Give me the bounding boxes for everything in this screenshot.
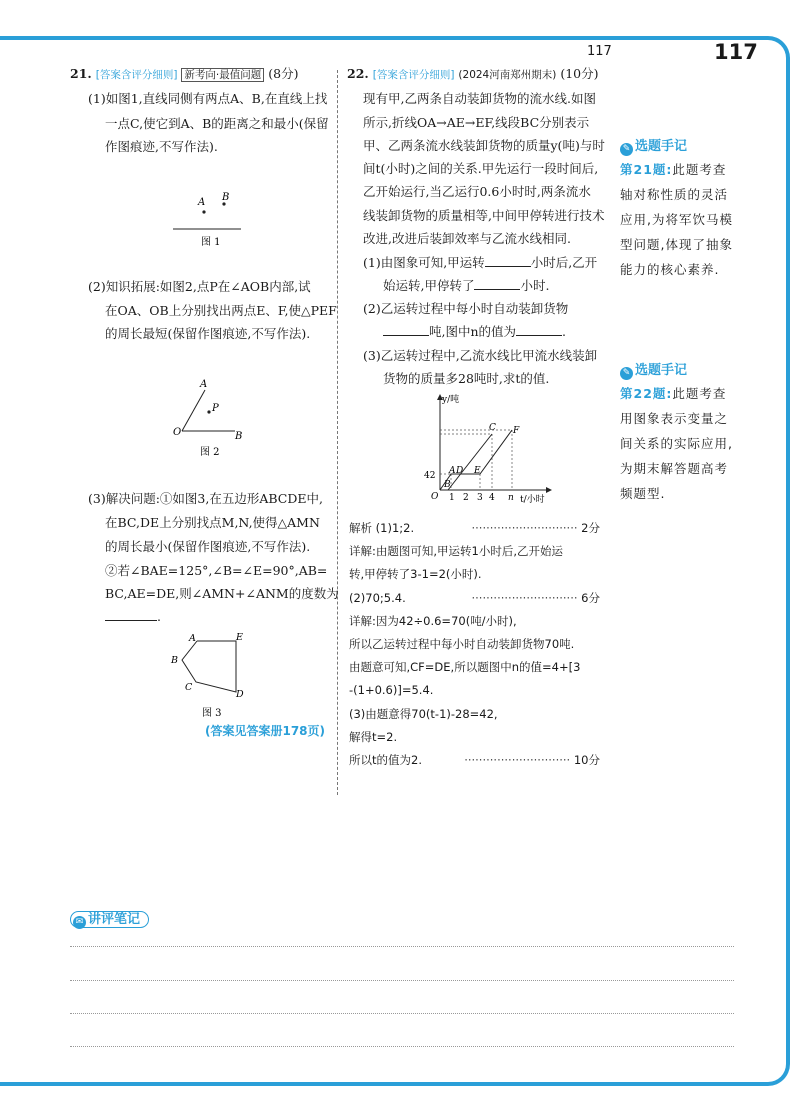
q21-number: 21. (70, 66, 92, 81)
tick-n: n (508, 493, 514, 503)
fig2-label-a: A (200, 379, 208, 390)
solution-score (440, 750, 600, 771)
q22-score: (10分) (560, 66, 599, 81)
q22-stem-line6: 线装卸货物的质量相等,中间甲停转进行技术 (363, 208, 605, 223)
q21-p1-line2: 一点C,使它到A、B的距离之和最小(保留 (105, 116, 329, 131)
note-body-2 (620, 381, 733, 506)
solution-text: 详解:因为42÷0.6=70(吨/小时), (349, 613, 517, 628)
fig3-label-a: A (189, 633, 196, 644)
note-body-1 (620, 157, 733, 282)
column-divider (337, 70, 338, 795)
fig2-label-b: B (235, 431, 243, 442)
fig1-label-a: A (198, 197, 206, 208)
note-heading-2 (620, 359, 687, 380)
figure-1 (165, 185, 255, 250)
review-icon: ✉ (73, 916, 86, 929)
note-heading-2-text: 选题手记 (635, 363, 688, 378)
note-2-line4: 为期末解答题高考 (620, 461, 729, 476)
solution-line (349, 680, 433, 701)
solution-text: (2)70;5.4. (349, 590, 406, 605)
solution-line (349, 634, 574, 655)
score-value: 6分 (581, 590, 600, 605)
solution-text: 所以乙运转过程中每小时自动装卸货物70吨. (349, 637, 575, 651)
fig3-label-d: D (236, 689, 244, 700)
q21-p2-line3: 的周长最短(保留作图痕迹,不写作法). (105, 326, 311, 341)
point-f: F (513, 426, 520, 436)
q22-sub1-c: 始运转,甲停转了 (383, 278, 475, 293)
score-leader: ····························· (471, 521, 582, 535)
note-1-line2: 轴对称性质的灵活 (620, 187, 729, 202)
note-1-label: 第21题: (620, 162, 673, 177)
q22-sub3-line1: (3)乙运转过程中,乙流水线比甲流水线装卸 (363, 348, 598, 363)
review-title: 讲评笔记 (88, 912, 141, 927)
q21-p3-line4: ②若∠BAE=125°,∠B=∠E=90°,AB= (105, 563, 328, 578)
fig3-label-e: E (236, 632, 243, 643)
page-number-small: 117 (587, 44, 612, 59)
q22-sub1-b: 小时后,乙开 (530, 255, 598, 270)
fig3-label-c: C (185, 682, 193, 693)
solution-line (349, 541, 563, 562)
tick-3: 3 (477, 493, 483, 503)
q22-stem-line7: 改进,改进后装卸效率与乙流水线相同. (363, 231, 571, 246)
note-1-line1: 此题考查 (672, 162, 727, 177)
q22-sub2-line1: (2)乙运转过程中每小时自动装卸货物 (363, 301, 569, 316)
solution-text: (3)由题意得70(t-1)-28=42, (349, 706, 498, 721)
note-2-label: 第22题: (620, 386, 673, 401)
fig2-point-p (207, 410, 210, 413)
q22-number: 22. (347, 66, 369, 81)
point-c: C (489, 423, 496, 433)
q22-stem-line5: 乙开始运行,当乙运行0.6小时时,两条流水 (363, 184, 591, 199)
fig1-label-b: B (222, 192, 230, 203)
q21-header (70, 64, 298, 85)
figure-3 (165, 628, 260, 720)
fig2-label-p: P (212, 403, 219, 414)
note-line[interactable] (70, 1046, 734, 1047)
solution-line (349, 611, 517, 632)
q22-blank-2[interactable] (474, 276, 520, 290)
solution-text: 转,甲停转了3-1=2(小时). (349, 567, 482, 582)
point-b: B (444, 480, 451, 490)
fig1-caption: 图 1 (201, 237, 221, 248)
note-heading-1-text: 选题手记 (635, 139, 688, 154)
score-value: 10分 (573, 753, 600, 767)
q22-blank-4[interactable] (516, 322, 562, 336)
note-1-line5: 能力的核心素养. (620, 262, 720, 277)
point-a: A (449, 466, 456, 476)
q21-p3-line1: (3)解决问题:①如图3,在五边形ABCDE中, (88, 491, 323, 506)
graph-x-label: t/小时 (520, 495, 545, 505)
q21-tag: [答案含评分细则] (95, 69, 178, 81)
graph-origin: O (431, 492, 439, 502)
fig2-caption: 图 2 (200, 447, 220, 458)
solution-text: 解析 (1)1;2. (349, 521, 415, 535)
solution-score (440, 518, 600, 539)
note-icon: ✎ (620, 143, 633, 156)
note-2-line5: 频题型. (620, 486, 666, 501)
solution-line (349, 564, 482, 585)
q21-p1-line1: (1)如图1,直线同侧有两点A、B,在直线上找 (88, 91, 328, 106)
tick-4: 4 (489, 493, 495, 503)
point-e: E (474, 466, 481, 476)
q22-sub1-line1 (363, 253, 597, 272)
q22-blank-1[interactable] (485, 253, 531, 267)
fig1-point-a (202, 210, 205, 213)
solution-text: 由题意可知,CF=DE,所以题图中n的值=4+[3 (349, 660, 581, 675)
solution-line (349, 657, 580, 678)
graph-y-value: 42 (424, 471, 436, 481)
note-line[interactable] (70, 946, 734, 947)
score-leader: ····························· (464, 753, 574, 767)
q22-sub2-c: . (562, 324, 567, 339)
tick-1: 1 (449, 493, 455, 503)
q21-p3-line3: 的周长最小(保留作图痕迹,不写作法). (105, 539, 311, 554)
solution-line (349, 518, 414, 539)
q22-stem-line1: 现有甲,乙两条自动装卸货物的流水线.如图 (363, 91, 596, 106)
figure-2 (165, 375, 260, 460)
note-2-line1: 此题考查 (672, 386, 727, 401)
solution-line (349, 727, 397, 748)
q21-p2-line2: 在OA、OB上分别找出两点E、F,使△PEF (105, 303, 337, 318)
solution-line (349, 750, 422, 771)
q22-sub1-d: 小时. (520, 278, 550, 293)
q21-p3-line5: BC,AE=DE,则∠AMN+∠ANM的度数为 (105, 586, 339, 601)
q22-stem-line3: 甲、乙两条流水线装卸货物的质量y(吨)与时 (363, 138, 605, 153)
q22-stem-line4: 间t(小时)之间的关系.甲先运行一段时间后, (363, 161, 599, 176)
solution-text: 解得t=2. (349, 729, 398, 744)
note-line[interactable] (70, 1013, 734, 1014)
note-heading-1 (620, 135, 687, 156)
score-value: 2分 (581, 521, 600, 535)
q21-period: . (157, 609, 161, 624)
point-d: D (456, 466, 464, 476)
q22-header (347, 64, 599, 85)
q21-answer-reference[interactable]: (答案见答案册178页) (205, 724, 326, 738)
q22-source: (2024河南郑州期末) (458, 69, 557, 81)
q21-answer-blank[interactable] (105, 607, 157, 621)
note-1-line3: 应用,为将军饮马模 (620, 212, 733, 227)
fig3-label-b: B (171, 655, 178, 666)
q21-p1-line3: 作图痕迹,不写作法). (105, 139, 218, 154)
q22-stem-line2: 所示,折线OA→AE→EF,线段BC分别表示 (363, 115, 590, 130)
q21-p3-line2: 在BC,DE上分别找点M,N,使得△AMN (105, 515, 320, 530)
fig3-caption: 图 3 (202, 708, 222, 719)
graph-y-label: y/吨 (442, 395, 460, 405)
line-yi (448, 434, 492, 490)
solution-text: 所以t的值为2. (349, 753, 422, 767)
q21-p3-line6 (105, 607, 161, 626)
q22-sub3-line2: 货物的质量多28吨时,求t的值. (383, 371, 550, 386)
note-2-line2: 用图象表示变量之 (620, 411, 729, 426)
q22-sub2-line2 (383, 322, 566, 341)
q21-score: (8分) (268, 66, 299, 81)
q21-p2-line1: (2)知识拓展:如图2,点P在∠AOB内部,试 (88, 279, 311, 294)
solution-line (349, 704, 498, 725)
note-icon: ✎ (620, 367, 633, 380)
line-jia (440, 430, 512, 490)
note-line[interactable] (70, 980, 734, 981)
solution-line (349, 588, 406, 609)
q22-sub1-a: (1)由图象可知,甲运转 (363, 255, 485, 270)
note-2-line3: 间关系的实际应用, (620, 436, 733, 451)
solution-text: -(1+0.6)]=5.4. (349, 683, 434, 698)
q22-sub2-b: 吨,图中n的值为 (429, 324, 517, 339)
q22-sub1-line2 (383, 276, 549, 295)
q22-tag: [答案含评分细则] (372, 69, 455, 81)
tick-2: 2 (463, 493, 469, 503)
solution-text: 详解:由题图可知,甲运转1小时后,乙开始运 (349, 544, 564, 559)
q22-graph (418, 390, 558, 508)
fig2-label-o: O (173, 427, 182, 438)
page-number: 117 (714, 40, 758, 64)
q21-tag2: 新考向·最值问题 (181, 68, 264, 82)
solution-score (440, 588, 600, 609)
note-1-line4: 型问题,体现了抽象 (620, 237, 733, 252)
review-notes-heading (70, 908, 149, 929)
score-leader: ····························· (471, 590, 582, 605)
q22-blank-3[interactable] (383, 322, 429, 336)
